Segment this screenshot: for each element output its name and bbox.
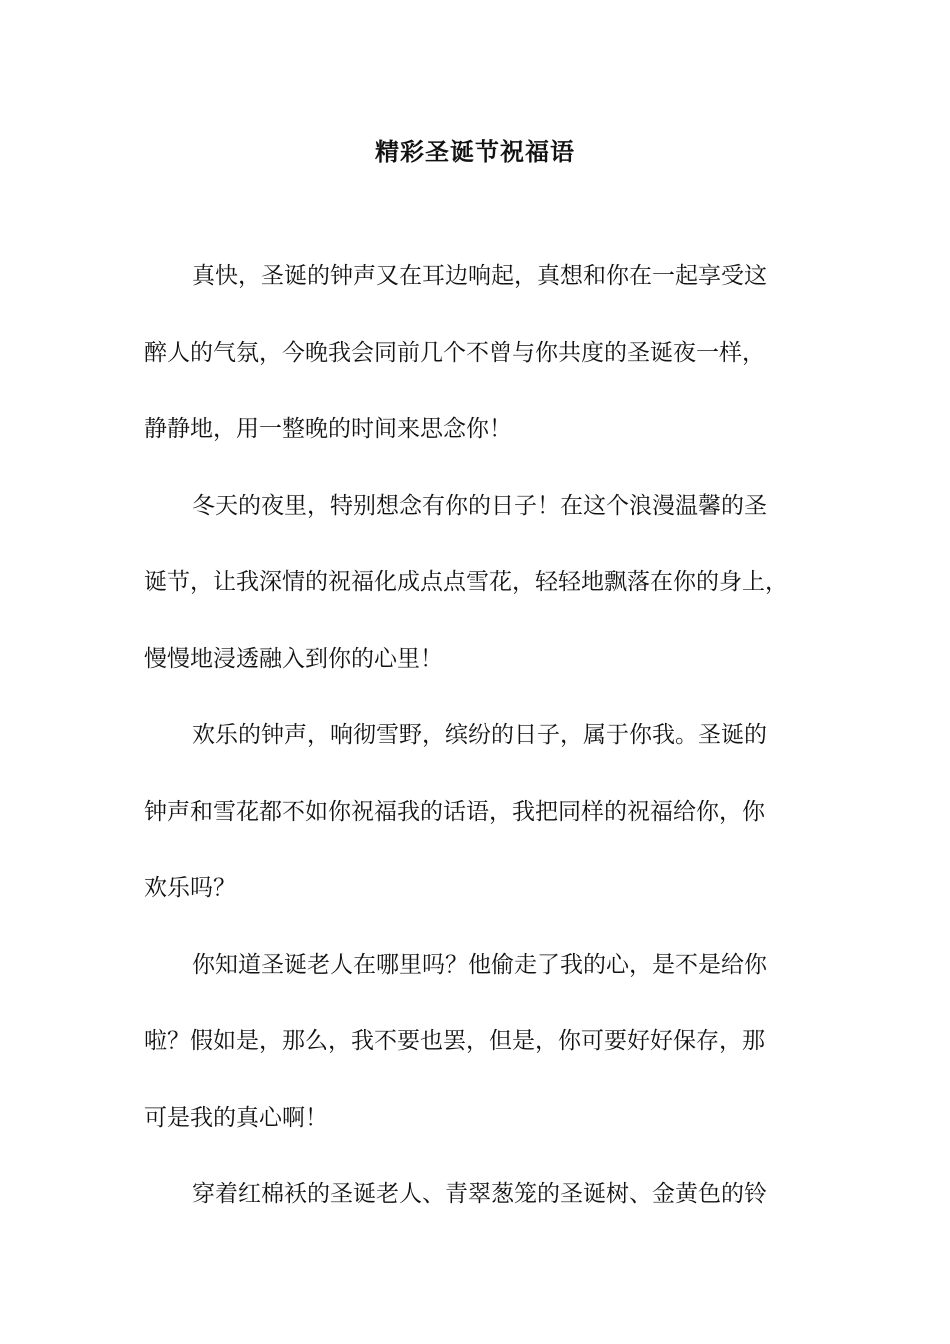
paragraph-5 bbox=[144, 1172, 824, 1249]
text-line: 诞节，让我深情的祝福化成点点雪花，轻轻地飘落在你的身上， bbox=[144, 569, 788, 595]
text-line: 穿着红棉袄的圣诞老人、青翠葱笼的圣诞树、金黄色的铃 bbox=[192, 1181, 767, 1207]
text-line: 真快，圣诞的钟声又在耳边响起，真想和你在一起享受这 bbox=[192, 263, 767, 289]
text-line: 钟声和雪花都不如你祝福我的话语，我把同样的祝福给你，你 bbox=[144, 798, 765, 825]
text-line: 醉人的气氛，今晚我会同前几个不曾与你共度的圣诞夜一样， bbox=[144, 339, 765, 366]
text-line: 啦？假如是，那么，我不要也罢，但是，你可要好好保存，那 bbox=[144, 1028, 765, 1054]
text-line: 慢慢地浸透融入到你的心里！ bbox=[144, 645, 443, 672]
paragraph-2 bbox=[144, 484, 824, 714]
paragraph-4 bbox=[144, 943, 824, 1173]
text-line: 欢乐的钟声，响彻雪野，缤纷的日子，属于你我。圣诞的 bbox=[192, 722, 767, 748]
document-body bbox=[144, 254, 824, 1249]
text-line: 可是我的真心啊！ bbox=[144, 1104, 328, 1131]
text-line: 静静地，用一整晚的时间来思念你！ bbox=[144, 416, 512, 442]
document-title: 精彩圣诞节祝福语 bbox=[375, 137, 575, 166]
paragraph-1 bbox=[144, 254, 824, 484]
text-line: 欢乐吗？ bbox=[144, 875, 236, 901]
text-line: 冬天的夜里，特别想念有你的日子！在这个浪漫温馨的圣 bbox=[192, 492, 767, 519]
paragraph-3 bbox=[144, 713, 824, 943]
text-line: 你知道圣诞老人在哪里吗？他偷走了我的心，是不是给你 bbox=[192, 951, 767, 978]
